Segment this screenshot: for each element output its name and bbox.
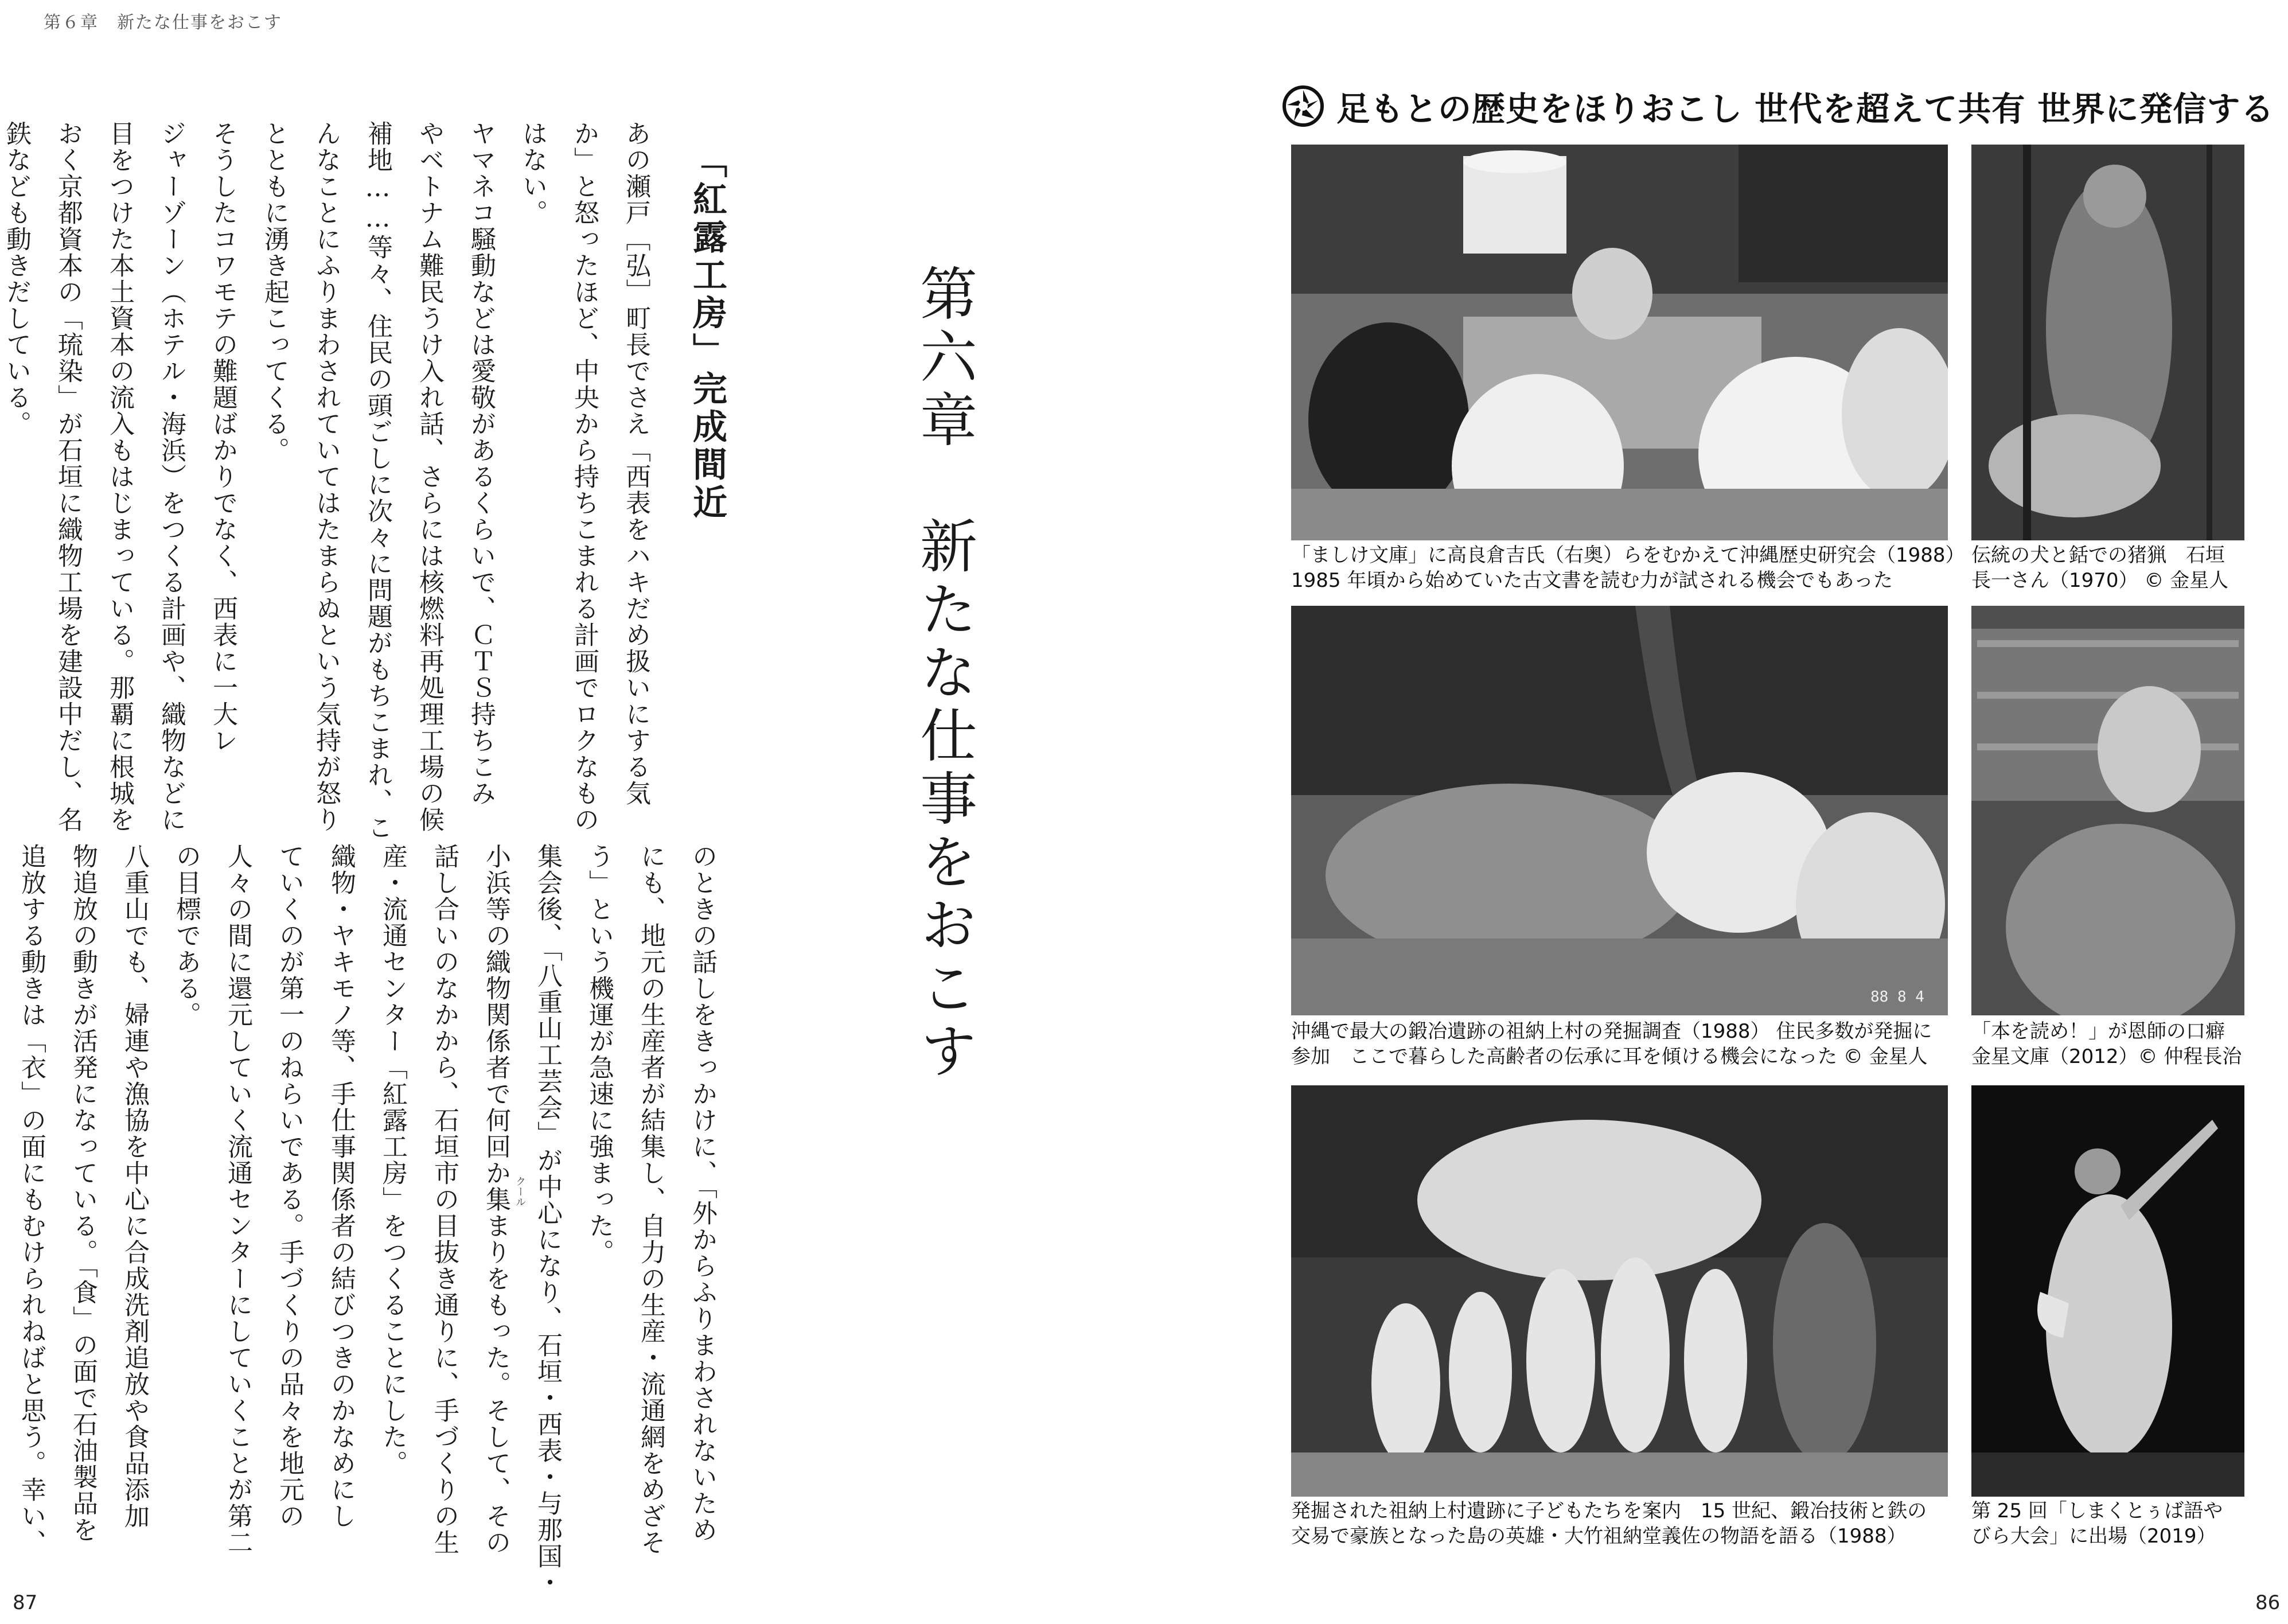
photo-study-meeting [1291,145,1948,540]
photo-library-portrait [1971,606,2244,1015]
running-head: 第６章 新たな仕事をおこす [44,13,282,33]
chapter-title: 第六章 新たな仕事をおこす [910,264,977,1084]
caption-boar-hunt: 伝統の犬と銛での猪猟 石垣 長一さん（1970） © 金星人 [1971,544,2229,592]
text-column: ヤマネコ騒動などは愛敬があるくらいで、ＣＴＳ持ちこみ [466,120,496,807]
ruby-annotation: クール [514,1176,526,1207]
photo-stage-performance [1971,1085,2244,1497]
text-column: んなことにふりまわされていてはたまらぬという気持が怒り [311,120,341,833]
caption-excavation: 沖縄で最大の鍛冶遺跡の祖納上村の発掘調査（1988） 住民多数が発掘に 参加 ここで暮らした高齢者の伝承に耳を傾ける機会になった © 金星人 [1291,1020,1932,1068]
text-column: ていくのが第一のねらいである。手づくりの品々を地元の [275,843,304,1529]
text-column: やベトナム難民うけ入れ話、さらには核燃料再処理工場の候 [415,120,444,833]
text-column: 産・流通センター「紅露工房」をつくることにした。 [378,843,407,1477]
photo-excavation [1291,606,1948,1015]
text-column: のときの話しをきっかけに、「外からふりまわされないため [688,843,717,1543]
text-column: あの瀬戸［弘］町長でさえ「西表をハキだめ扱いにする気 [621,120,650,807]
text-column: 小浜等の織物関係者で何回か集まりをもった。そして、その [481,843,510,1556]
text-column: にも、地元の生産者が結集し、自力の生産・流通網をめざそ [636,843,665,1556]
text-column: 補地……等々、住民の頭ごしに次々に問題がもちこまれ、こ [363,120,392,841]
caption-stage-performance: 第 25 回「しまくとぅば語や びら大会」に出場（2019） [1971,1500,2223,1548]
text-column: 集会後、「八重山工芸会」が中心になり、石垣・西表・与那国・ [533,843,562,1596]
text-column: ジャーゾーン（ホテル・海浜）をつくる計画や、織物などに [157,120,186,833]
photo-children-ruins [1291,1085,1948,1497]
caption-library-portrait: 「本を読め！」が恩師の口癖 金星文庫（2012）© 仲程長治 [1971,1020,2242,1068]
text-column: そうしたコワモテの難題ばかりでなく、西表に一大レ [208,120,237,754]
text-column: 話し合いのなかから、石垣市の目抜き通りに、手づくりの生 [430,843,459,1556]
text-column [0,843,5,1589]
text-column: か」と怒ったほど、中央から持ちこまれる計画でロクなもの [570,120,599,833]
body-text-upper [0,120,661,866]
text-column: 織物・ヤキモノ等、手仕事関係者の結びつきのかなめにし [326,843,356,1529]
text-column: 追放する動きは「衣」の面にもむけられねばと思う。幸い、 [17,843,46,1556]
text-column: おく京都資本の「琉染」が石垣に織物工場を建設中だし、名 [53,120,83,833]
text-column: う」という機運が急速に強まった。 [584,843,614,1265]
banner-text: 足もとの歴史をほりおこし 世代を超えて共有 世界に発信する [1336,89,2275,128]
text-column: はない。 [518,120,547,226]
text-column: 鉄なども動きだしている。 [2,120,31,437]
svg-text:88 8 4: 88 8 4 [1870,988,1924,1006]
caption-children-ruins: 発掘された祖納上村遺跡に子どもたちを案内 15 世紀、鍛冶技術と鉄の 交易で豪族となった島の英雄・大竹祖納堂義佐の物語を語る（1988） [1291,1500,1927,1548]
photo-section-banner [1283,80,2274,132]
page-number-left: 87 [13,1591,38,1614]
aperture-icon [1283,85,1324,127]
text-column: 目をつけた本土資本の流入もはじまっている。那覇に根城を [105,120,134,833]
section-heading: 「紅露工房」完成間近 [687,143,727,522]
text-column: 八重山でも、婦連や漁協を中心に合成洗剤追放や食品添加 [120,843,149,1529]
text-column: とともに湧き起こってくる。 [260,120,289,464]
photo-boar-hunt [1971,145,2244,540]
body-text-lower [0,843,728,1596]
text-column: の目標である。 [171,843,201,1028]
text-column: 人々の間に還元していく流通センターにしていくことが第二 [223,843,252,1556]
text-column: 物追放の動きが活発になっている。「食」の面で石油製品を [68,843,98,1543]
page-number-right: 86 [2255,1591,2281,1614]
caption-study-meeting: 「ましけ文庫」に高良倉吉氏（右奥）らをむかえて沖縄歴史研究会（1988） 1985 年頃から始めていた古文書を読む力が試される機会でもあった [1291,544,1965,592]
